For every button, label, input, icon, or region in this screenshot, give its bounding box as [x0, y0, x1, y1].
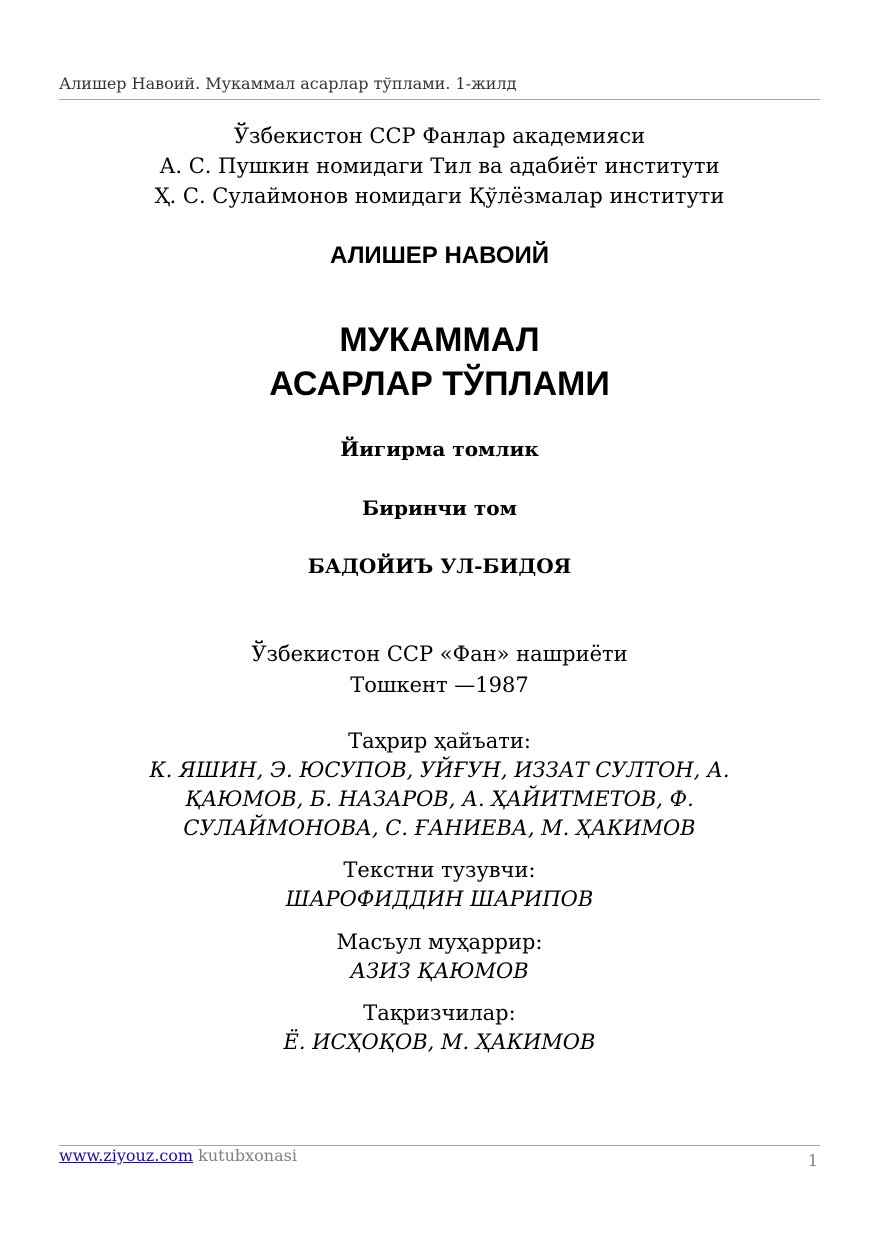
- site-link[interactable]: www.ziyouz.com: [59, 1146, 194, 1165]
- institutions-block: [59, 121, 820, 211]
- running-header: Алишер Навоий. Мукаммал асарлар тўплами. 1-жилд: [59, 74, 517, 93]
- compiler-label: Текстни тузувчи:: [343, 858, 536, 882]
- volume-title: БАДОЙИЪ УЛ-БИДОЯ: [307, 554, 572, 578]
- institution-academy: Ўзбекистон ССР Фанлар академияси: [233, 124, 646, 148]
- book-title-line-1: МУКАММАЛ: [339, 321, 540, 359]
- author-name: АЛИШЕР НАВОИЙ: [329, 242, 550, 269]
- reviewers-names: Ё. ИСҲОҚОВ, М. ҲАКИМОВ: [283, 1030, 596, 1054]
- institution-language-literature: А. С. Пушкин номидаги Тил ва адабиёт институти: [159, 154, 720, 178]
- compiler-credit: [59, 856, 820, 914]
- volume-number: Биринчи том: [362, 496, 517, 520]
- header-divider: [59, 99, 820, 100]
- compiler-name: ШАРОФИДДИН ШАРИПОВ: [285, 887, 594, 911]
- publisher-name: Ўзбекистон ССР «Фан» нашриёти: [251, 642, 628, 666]
- chief-editor-label: Масъул муҳаррир:: [336, 930, 543, 954]
- publisher-block: [59, 639, 820, 701]
- publisher-city-year: Тошкент —1987: [350, 673, 529, 697]
- footer-suffix: kutubxonasi: [198, 1146, 297, 1165]
- reviewers-credit: [59, 999, 820, 1057]
- institution-manuscripts: Ҳ. С. Сулаймонов номидаги Қўлёзмалар институти: [154, 184, 725, 208]
- page-number: 1: [807, 1151, 818, 1170]
- volumes-note: Йигирма томлик: [340, 437, 539, 461]
- book-title-line-2: АСАРЛАР ТЎПЛАМИ: [269, 365, 610, 403]
- editorial-board-label: Таҳрир ҳайъати:: [348, 729, 531, 753]
- chief-editor-name: АЗИЗ ҚАЮМОВ: [350, 959, 529, 983]
- editorial-board-members: К. ЯШИН, Э. ЮСУПОВ, УЙҒУН, ИЗЗАТ СУЛТОН, А. ҚАЮМОВ, Б. НАЗАРОВ, А. ҲАЙИТМЕТОВ, Ф. СУЛАЙМОНОВА, С. ҒАНИЕВА, М. ҲАКИМОВ: [149, 758, 730, 840]
- reviewers-label: Тақризчилар:: [363, 1001, 516, 1025]
- book-title: [59, 318, 820, 406]
- chief-editor-credit: [59, 928, 820, 986]
- editorial-board: [59, 727, 820, 843]
- footer-source: [59, 1146, 297, 1165]
